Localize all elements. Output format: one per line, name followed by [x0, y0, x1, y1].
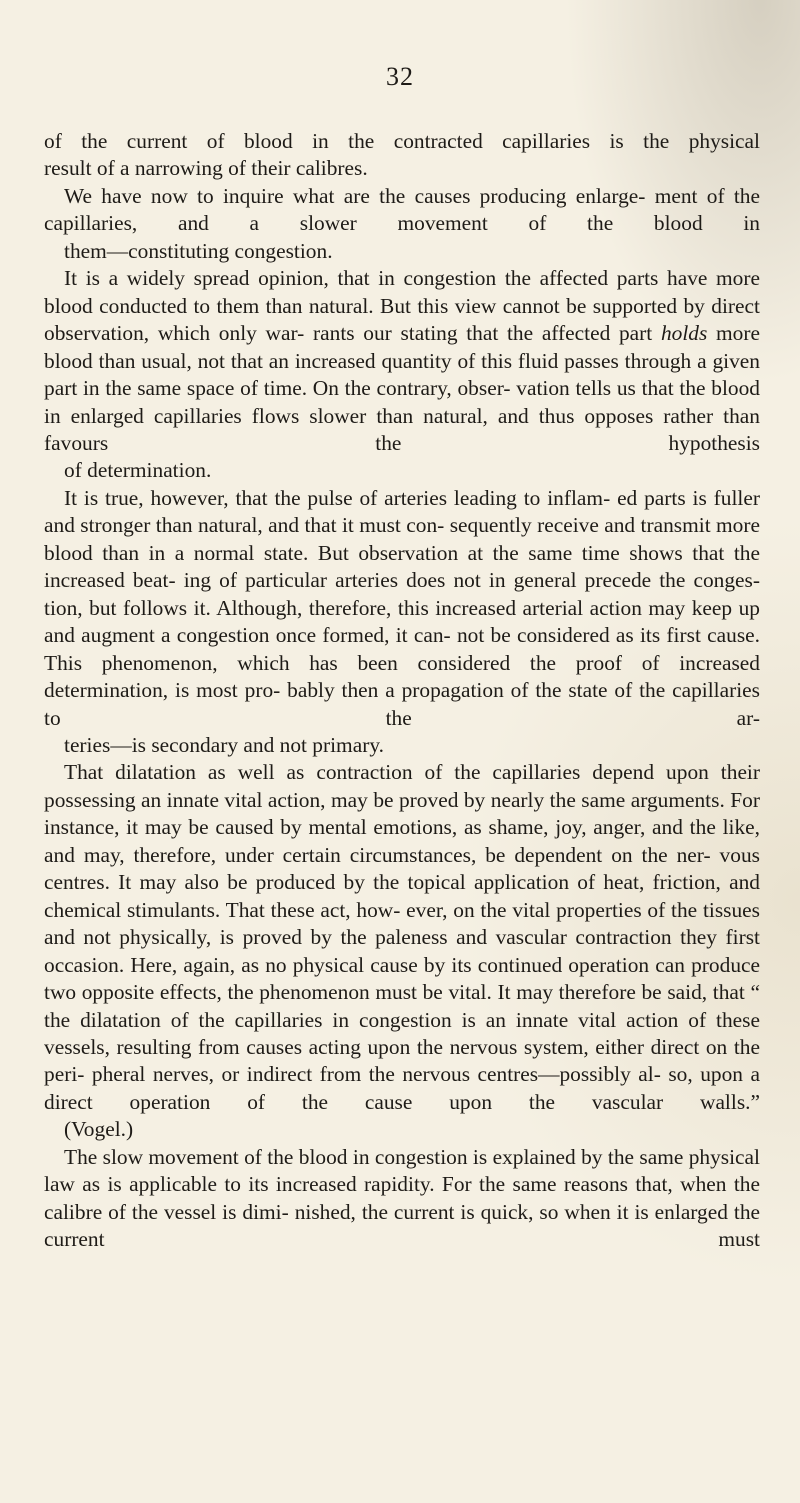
- text-line: nished, the current is quick, so when it is enlarged the current must: [44, 1199, 761, 1252]
- text-line: of determination.: [64, 458, 212, 483]
- text-line: more blood than: [44, 321, 760, 373]
- text-line: The slow movement of the blood in congestion is explained by: [64, 1144, 603, 1169]
- paragraph-4: [44, 485, 760, 760]
- text-line: ed parts is fuller and stronger than natural, and that it must con-: [44, 485, 760, 538]
- emphasis-word: holds: [660, 321, 708, 346]
- text-line: It is true, however, that the pulse of arteries leading to inflam-: [64, 485, 611, 510]
- text-line: so, upon a direct operation of the cause upon the vascular walls.”: [44, 1062, 760, 1114]
- text-line: not be considered as its first cause. This phenomenon, which has: [44, 623, 760, 675]
- text-line: (Vogel.): [64, 1117, 134, 1142]
- paragraph-5: [44, 759, 760, 1143]
- text-line: of heat, friction, and chemical stimulants. That these act, how-: [44, 870, 760, 922]
- text-line: produce two opposite effects, the phenomenon must be vital. It: [44, 952, 761, 1005]
- text-line: them—constituting congestion.: [64, 238, 333, 263]
- text-line: That dilatation as well as contraction of the capillaries depend: [64, 760, 655, 785]
- text-line: action may keep up and augment a congestion once formed, it can-: [44, 595, 760, 648]
- page-number: 32: [386, 62, 414, 91]
- text-line: But observation at the same time shows that the increased beat-: [44, 540, 760, 593]
- text-line: upon their possessing an innate vital action, may be proved by: [44, 760, 761, 812]
- text-line: ing of particular arteries does not in general precede the conges-: [183, 568, 760, 593]
- text-line: vation tells us that the blood in enlarged capillaries flows slower: [44, 376, 760, 428]
- text-line: causes acting upon the nervous system, either direct on the peri-: [44, 1034, 760, 1087]
- text-line: congestion is an innate vital action of these vessels, resulting from: [44, 1007, 760, 1059]
- text-line: of the current of blood in the contracted capillaries is the physical: [44, 129, 760, 153]
- text-line: nearly the same arguments. For instance, it may be caused by: [44, 787, 760, 840]
- text-line: tion, but follows it. Although, therefore, this increased arterial: [44, 595, 584, 620]
- text-line: pheral nerves, or indirect from the nervous centres—possibly al-: [91, 1062, 661, 1087]
- text-line: result of a narrowing of their calibres.: [44, 156, 368, 181]
- text-line: a given part in the same space of time. On the contrary, obser-: [44, 348, 760, 401]
- text-line: ment of the capillaries, and a slower movement of the blood in: [44, 183, 760, 236]
- paragraph-3: [44, 265, 760, 485]
- text-line: rants our stating that the affected part: [313, 321, 653, 346]
- text-line: It is a widely spread opinion, that in congestion the affected: [64, 266, 609, 291]
- text-line: therefore, under certain circumstances, be dependent on the ner-: [133, 842, 711, 867]
- text-line: than natural, and thus opposes rather than favours the hypothesis: [44, 403, 760, 455]
- text-line: Here, again, as no physical cause by its continued operation can: [130, 952, 685, 977]
- paragraph-2: [44, 183, 760, 265]
- paragraph-6: [44, 1144, 760, 1254]
- text-line: mental emotions, as shame, joy, anger, and the like, and may,: [44, 815, 760, 867]
- text-line: teries—is secondary and not primary.: [64, 732, 384, 757]
- text-line: proved by the paleness and vascular contraction they first occasion.: [44, 925, 760, 977]
- text-line: bably then a propagation of the state of the capillaries to the ar-: [44, 678, 760, 730]
- text-line: the same physical law as is applicable to its increased rapidity.: [44, 1144, 760, 1197]
- text-line: sequently receive and transmit more blood than in a normal state.: [44, 513, 760, 565]
- body-text: [44, 128, 760, 1254]
- text-line: parts have more blood conducted to them than natural. But this: [44, 266, 760, 318]
- text-line: We have now to inquire what are the causes producing enlarge-: [64, 183, 646, 208]
- text-line: been considered the proof of increased determination, is most pro-: [44, 650, 760, 703]
- text-line: may therefore be said, that “ the dilatation of the capillaries in: [44, 980, 760, 1032]
- paragraph-1: [44, 128, 760, 183]
- text-line: For the same reasons that, when the calibre of the vessel is dimi-: [44, 1172, 760, 1224]
- text-line: ever, on the vital properties of the tissues and not physically, is: [44, 897, 760, 950]
- text-line: view cannot be supported by direct observation, which only war-: [44, 293, 760, 346]
- text-line: usual, not that an increased quantity of this fluid passes through: [141, 348, 692, 373]
- text-line: vous centres. It may also be produced by the topical application: [44, 842, 760, 895]
